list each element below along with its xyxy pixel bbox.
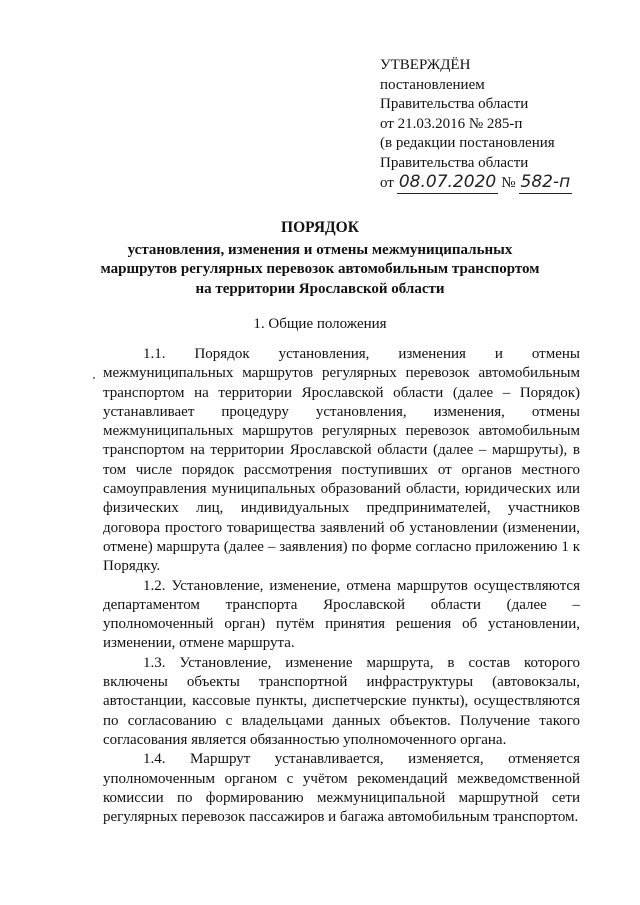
title-main: ПОРЯДОК [281, 219, 359, 236]
section-heading: 1. Общие положения [253, 316, 387, 332]
title-subtitle: установления, изменения и отмены межмуниципальных маршрутов регулярных перевозок автомобильным транспортом на территории Ярославской области [100, 241, 540, 297]
amendment-line [380, 173, 572, 194]
approval-heading: УТВЕРЖДЁН [380, 57, 471, 73]
scan-speck [93, 377, 95, 379]
handwritten-date: 08.07.2020 [398, 172, 497, 192]
document-body [103, 345, 580, 827]
handwritten-number: 582-п [520, 172, 571, 192]
number-sign: № [501, 175, 516, 191]
paragraph-1-3: 1.3. Установление, изменение маршрута, в состав которого включены объекты транспортной инфраструктуры (автовокзалы, автостанции, кассовые пункты, диспетчерские пункты), осуществляются по согласованию с владельцами данных объектов. Получение такого согласования является обязанностью уполномоченного органа. [103, 654, 580, 748]
approval-line: от 21.03.2016 № 285-п [380, 115, 523, 132]
amendment-prefix: от [380, 175, 394, 191]
document-title [100, 218, 540, 299]
approval-line: постановлением [380, 76, 485, 93]
approval-line: Правительства области [380, 154, 529, 171]
paragraph-1-2: 1.2. Установление, изменение, отмена маршрутов осуществляются департаментом транспорта Ярославской области (далее – уполномоченный орган) путём принятия решения об установлении, изменении, отмене маршрута. [103, 577, 580, 652]
paragraph-1-4: 1.4. Маршрут устанавливается, изменяется, отменяется уполномоченным органом с учётом рекомендаций межведомственной комиссии по формированию межмуниципальной маршрутной сети регулярных перевозок пассажиров и багажа автомобильным транспортом. [103, 751, 580, 826]
approval-stamp [380, 56, 572, 194]
paragraph-1-1: 1.1. Порядок установления, изменения и отмены межмуниципальных маршрутов регулярных перевозок автомобильным транспортом на территории Ярославской области (далее – Порядок) устанавливает процедуру установления, изменения, отмены межмуниципальных маршрутов регулярных перевозок автомобильным транспортом на территории Ярославской области (далее – маршруты), в том числе порядок рассмотрения поступивших от органов местного самоуправления муниципальных образований области, юридических или физических лиц, индивидуальных предпринимателей, участников договора простого товарищества заявлений об установлении (изменении, отмене) маршрута (далее – заявления) по форме согласно приложению 1 к Порядку. [103, 346, 580, 575]
approval-line: (в редакции постановления [380, 135, 555, 151]
approval-line: Правительства области [380, 96, 529, 112]
